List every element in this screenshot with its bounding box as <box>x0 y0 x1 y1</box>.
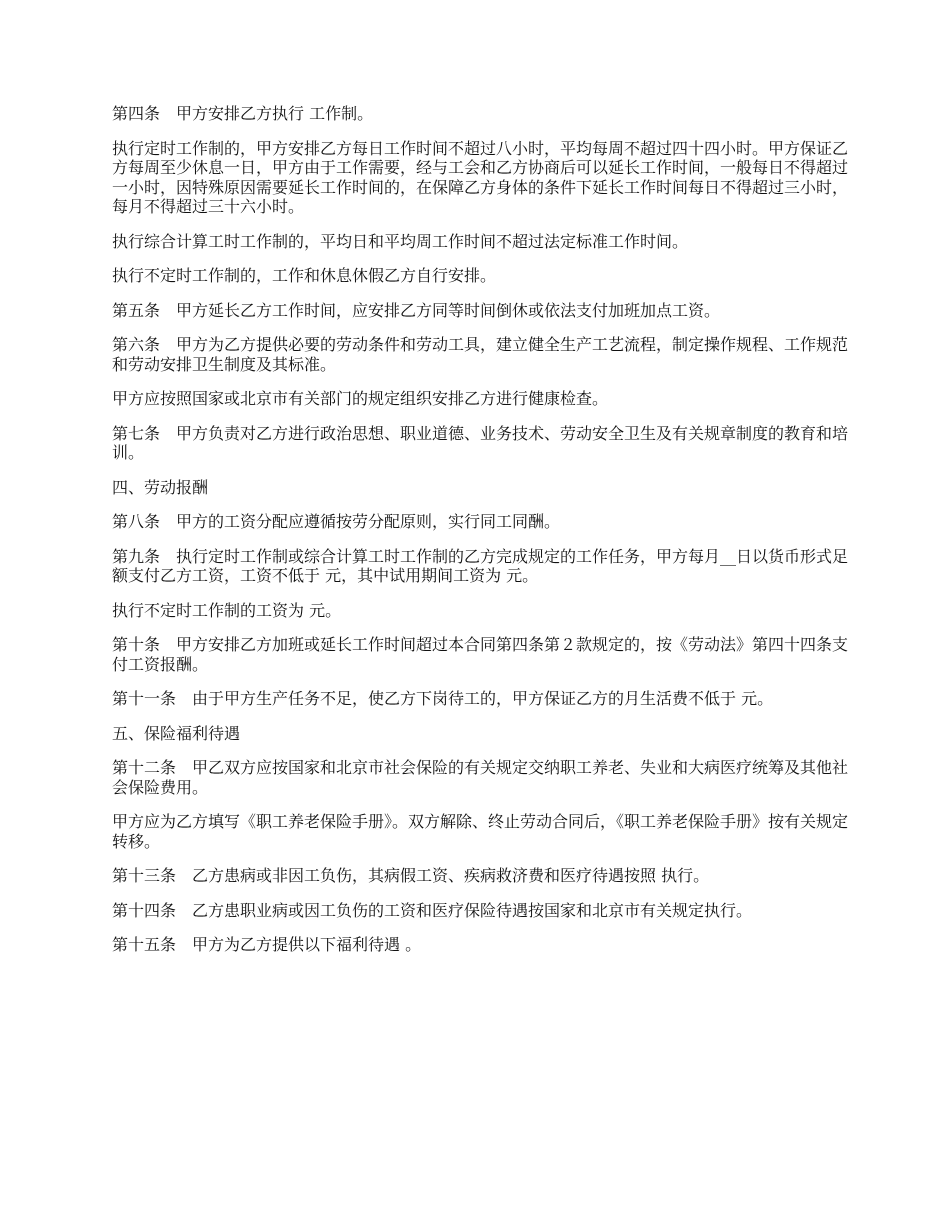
paragraph-article-15: 第十五条 甲方为乙方提供以下福利待遇 。 <box>112 935 422 954</box>
paragraph-article-7: 第七条 甲方负责对乙方进行政治思想、职业道德、业务技术、劳动安全卫生及有关规章制度的教育和培训。 <box>112 423 849 462</box>
paragraph-flexible-wage: 执行不定时工作制的工资为 元。 <box>112 600 342 620</box>
paragraph-article-11: 第十一条 由于甲方生产任务不足，使乙方下岗待工的，甲方保证乙方的月生活费不低于 元。 <box>112 689 774 708</box>
paragraph-article-14: 第十四条 乙方患职业病或因工负伤的工资和医疗保险待遇按国家和北京市有关规定执行。 <box>112 900 753 920</box>
paragraph-flexible-hours: 执行不定时工作制的，工作和休息休假乙方自行安排。 <box>112 266 497 285</box>
paragraph-article-6: 第六条 甲方为乙方提供必要的劳动条件和劳动工具，建立健全生产工艺流程，制定操作规程、工作规范和劳动安排卫生制度及其标准。 <box>112 335 849 374</box>
paragraph-article-8: 第八条 甲方的工资分配应遵循按劳分配原则，实行同工同酬。 <box>112 512 561 531</box>
paragraph-comprehensive-hours: 执行综合计算工时工作制的，平均日和平均周工作时间不超过法定标准工作时间。 <box>112 231 689 251</box>
document-page <box>112 104 852 970</box>
paragraph-article-4: 第四条 甲方安排乙方执行 工作制。 <box>112 104 374 123</box>
paragraph-article-5: 第五条 甲方延长乙方工作时间，应安排乙方同等时间倒休或依法支付加班加点工资。 <box>112 300 721 320</box>
paragraph-fixed-hours: 执行定时工作制的，甲方安排乙方每日工作时间不超过八小时，平均每周不超过四十四小时。甲方保证乙方每周至少休息一日，甲方由于工作需要，经与工会和乙方协商后可以延长工作时间，一般每日不得超过一小时，因特殊原因需要延长工作时间的，在保障乙方身体的条件下延长工作时间每日不得超过三小时，每月不得超过三十六小时。 <box>112 138 849 216</box>
section-heading-remuneration: 四、劳动报酬 <box>112 477 209 497</box>
paragraph-article-9: 第九条 执行定时工作制或综合计算工时工作制的乙方完成规定的工作任务，甲方每月__日以货币形式足额支付乙方工资，工资不低于 元，其中试用期间工资为 元。 <box>112 546 849 585</box>
paragraph-pension-handbook: 甲方应为乙方填写《职工养老保险手册》。双方解除、终止劳动合同后，《职工养老保险手册》按有关规定转移。 <box>112 812 849 851</box>
paragraph-health-check: 甲方应按照国家或北京市有关部门的规定组织安排乙方进行健康检查。 <box>112 389 609 408</box>
paragraph-article-13: 第十三条 乙方患病或非因工负伤，其病假工资、疾病救济费和医疗待遇按照 执行。 <box>112 866 710 885</box>
paragraph-article-12: 第十二条 甲乙双方应按国家和北京市社会保险的有关规定交纳职工养老、失业和大病医疗统筹及其他社会保险费用。 <box>112 758 849 797</box>
section-heading-insurance: 五、保险福利待遇 <box>112 723 241 743</box>
paragraph-article-10: 第十条 甲方安排乙方加班或延长工作时间超过本合同第四条第２款规定的，按《劳动法》第四十四条支付工资报酬。 <box>112 635 849 674</box>
